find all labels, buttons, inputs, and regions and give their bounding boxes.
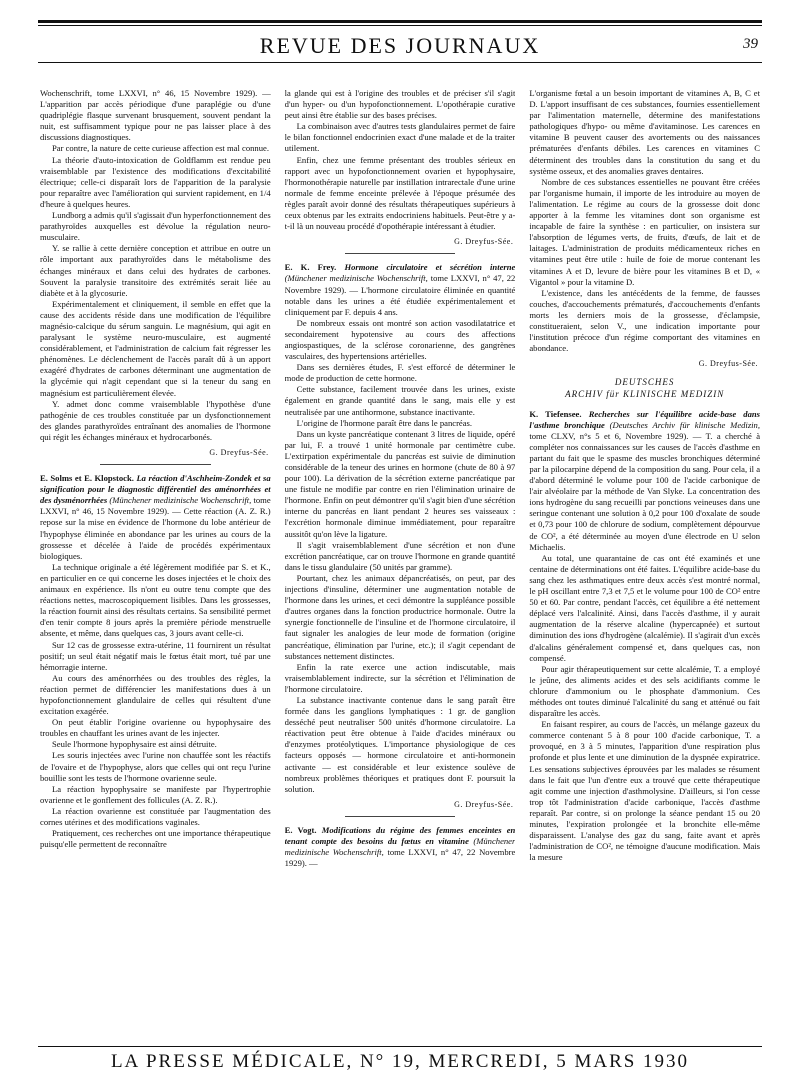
header-rule-thin xyxy=(38,25,762,26)
paragraph: Dans ses dernières études, F. s'est efforcé de déterminer le mode de production de cette hormone. xyxy=(284,362,516,384)
article-authors: E. Solms et E. Klopstock. xyxy=(40,473,134,484)
paragraph: Cette substance, facilement trouvée dans les urines, existe également en grande quantité dans le sang, mais elle y est neutralisée par une antihormone, substance inactivante. xyxy=(284,384,516,417)
article-title: Modifications du régime des femmes enceintes en tenant compte des besoins du fœtus en vitamine xyxy=(284,824,516,846)
paragraph: Les souris injectées avec l'urine non chauffée sont les réactifs de l'ovaire et de l'hypophyse, alors que celles qui ont reçu l'urine bouillie sont les tests de l'hormone ovarienne seule. xyxy=(40,750,271,783)
article-authors: K. Tiefensee. xyxy=(529,408,582,419)
article-reference: tome LXXVI, n° 47, 22 Novembre 1929). — L'hormone circulatoire éliminée en quantité notable dans les urines a été étudiée expérimentalement et cliniquement par F. depuis 4 ans. xyxy=(284,273,516,317)
article-authors: E. Vogt. xyxy=(284,824,317,835)
paragraph: Au cours des aménorrhées ou des troubles des règles, la réaction permet de différencier les manifestations dues à un hypofonctionnement glandulaire de celles qui résultent d'une excitation exagérée. xyxy=(40,672,271,717)
paragraph: Il s'agit vraisemblablement d'une sécrétion et non d'une excrétion pancréatique, car on trouve l'hormone en grande quantité dans le tissu glandulaire (50 unités par gramme). xyxy=(284,539,516,572)
article-columns xyxy=(40,88,760,1038)
column-3 xyxy=(529,88,760,1038)
article-source: (Deutsches Archiv für klinische Medizin, xyxy=(609,419,760,430)
paragraph: De nombreux essais ont montré son action vasodilatatrice et secondairement hypotensive au cours des affections angiospastiques, de la sclérose coronarienne, des gangrènes vasculaires, des hypertensions artérielles. xyxy=(284,317,516,362)
paragraph: La réaction ovarienne est constituée par l'augmentation des cornes utérines et des modifications vaginales. xyxy=(40,805,271,827)
publication-line: LA PRESSE MÉDICALE, N° 19, MERCREDI, 5 MARS 1930 xyxy=(110,1051,690,1072)
article-reference: tome LXXVI, n° 47, 22 Novembre 1929). — xyxy=(284,847,516,869)
paragraph: Sur 12 cas de grossesse extra-utérine, 11 fournirent un résultat positif; un seul était négatif mais le fœtus était mort, tué par une hémorragie interne. xyxy=(40,639,271,672)
paragraph: Pratiquement, ces recherches ont une importance thérapeutique puisqu'elle permettent de reconnaître xyxy=(40,828,271,850)
article-reference: tome LXXVI, n° 46, 15 Novembre 1929). — Cette réaction (A. Z. R.) repose sur la mise en évidence de l'hormone du lobe antérieur de l'hypophyse éliminée en abondance par les urines au cours de la grossesse et décelée à l'aide de procédés expérimentaux biologiques. xyxy=(40,495,271,561)
column-1 xyxy=(40,88,271,1038)
journal-section-title: REVUE DES JOURNAUX xyxy=(259,33,541,58)
article-source: (Münchener medizinische Wochenschrift, xyxy=(284,836,516,858)
paragraph: Pourtant, chez les animaux dépancréatisés, on peut, par des injections d'insuline, déterminer une augmentation notable de l'hormone dans les urines, et ceci démontre la suppléance possible d'autres organes dans la fonction productrice hormonale. Outre la synergie fonctionnelle de l'insuline et de l'hormone circulatoire, il faut signaler les analogies de leur mode de formation (origine pancréatique, élimination par l'urine, etc.); il s'agit cependant de substances nettement distinctes. xyxy=(284,572,516,661)
article-heading xyxy=(529,409,760,553)
author-signature: G. Dreyfus-Sée. xyxy=(454,799,514,809)
paragraph: La théorie d'auto-intoxication de Goldflamm est rendue peu vraisemblable par l'existence des modifications d'excitabilité électrique; celle-ci disparaît lors de l'apparition de la paralysie pour reparaître avec l'amélioration qui survient rapidement, en 1/4 d'heure à quelques heures. xyxy=(40,154,271,209)
article-title: La réaction d'Aschheim-Zondek et sa signification pour le diagnostic différentiel des aménorrhées et des dysménorrhées xyxy=(40,473,271,506)
paragraph: Seule l'hormone hypophysaire est ainsi détruite. xyxy=(52,739,217,750)
article-title: Hormone circulatoire et sécrétion interne xyxy=(344,262,516,273)
article-source: (Münchener medizinische Wochenschrift, xyxy=(284,273,428,284)
journal-section-heading: DEUTSCHES xyxy=(614,377,675,388)
paragraph: L'existence, dans les antécédents de la femme, de fausses couches, d'accouchements prématurés, d'accouchements d'enfants morts les derniers mois de la grossesse, d'éclampsie, constitueraient, selon V., une indication importante pour l'institution précoce d'un régime comportant des vitamines en abondance. xyxy=(529,287,760,354)
paragraph: Lundborg a admis qu'il s'agissait d'un hyperfonctionnement des parathyroïdes auxquelles est dévolue la régulation neuro-musculaire. xyxy=(40,210,271,243)
paragraph: la glande qui est à l'origine des troubles et de préciser s'il s'agit d'un hyper- ou d'un hypofonctionnement. L'opothérapie curative peut ainsi être établie sur des bases précises. xyxy=(284,88,516,121)
paragraph: Expérimentalement et cliniquement, il semble en effet que la cause des accidents réside dans une modification de l'équilibre magnésio-calcique du sérum sanguin. Le magnésium, qui agit en paralysant le système neuro-musculaire, est augmenté considérablement, et l'administration de calcium fait régresser les phénomènes. Le déclenchement de l'accès paraît dû à un apport exagéré d'hydrates de carbones déterminant une augmentation de la glycémie qui n'agit cependant que si la teneur du sang en magnésium est particulièrement élevée. xyxy=(40,298,271,398)
page-footer xyxy=(38,1046,762,1072)
article-reference: tome CLXV, n°s 5 et 6, Novembre 1929). — T. a cherché à compléter nos connaissances sur les causes de l'accès d'asthme en partant du fait que le spasme des muscles bronchiques déterminé par la pilocarpine dépend de la composition du sang. Pour cela, il a d'abord déterminé le volume pour 100 de l'acide carbonique de l'air alvéolaire par la méthode de Van Slyke. La concentration des ions hydrogène du sang recueilli par ponctions veineuses dans une seringue contenant une solution à 0,2 pour 100 d'oxalate de soude et 0,73 pour 100 de chlorure de sodium, complètement dépourvue de CO², a été déterminée au moyen d'une électrode en U selon Michaelis. xyxy=(529,430,760,552)
paragraph: L'organisme fœtal a un besoin important de vitamines A, B, C et D. L'apport insuffisant de ces substances, fournies essentiellement par l'alimentation maternelle, détermine des manifestations pathologiques d'hypo- ou même d'avitaminose. Les carences en vitamine B peuvent causer des avortements ou des naissances prématurées d'enfants débiles. Les carences en vitamines C déterminent des troubles dans la constitution du sang et du système osseux, et des anomalies graves dentaires. xyxy=(529,88,760,176)
article-separator xyxy=(345,253,456,254)
header-rule-thick xyxy=(38,20,762,23)
paragraph: La technique originale a été légèrement modifiée par S. et K., en particulier en ce qui concerne les doses injectées et le choix des animaux en expérience. Ils n'ont eu outre tenu compte que des réactions nettes, macroscopiquement lisibles. Dans les grossesses, la réaction fournit ainsi des résultats certains. Sa sensibilité permet d'en tenir compte 8 jours après la première période menstruelle absente, et même, dans quelques cas, 3 jours avant celle-ci. xyxy=(40,561,271,639)
paragraph: Wochenschrift, tome LXXVI, n° 46, 15 Novembre 1929). — L'apparition par accès périodique d'une paraplégie ou d'une quadriplégie flasque survenant brusquement, souvent pendant la nuit, est suffisamment typique pour ne pas laisser place à des discussions diagnostiques. xyxy=(40,88,271,143)
paragraph: En faisant respirer, au cours de l'accès, un mélange gazeux du commerce contenant 5 à 8 pour 100 d'acide carbonique, T. a provoqué, en 3 à 5 minutes, l'apparition d'une respiration plus profonde et plus lente et une diminution de la dyspnée expiratrice. Les sensations subjectives éprouvées par les malades se résument dans le fait que l'un d'entre eux a trouvé que cette thérapeutique agit comme une injection d'asthmolysine. D'ailleurs, si l'on cesse trop tôt l'administration d'acide carbonique, l'accès d'asthme reparaît. Par contre, si on prolonge la séance pendant 15 ou 20 minutes, l'expiration prolongée et la bronchite elle-même disparaissent. L'analyse des gaz du sang, faite avant et après l'administration de CO², ne témoigne d'aucune modification. Mais la mesure xyxy=(529,719,760,863)
paragraph: Pour agir thérapeutiquement sur cette alcalémie, T. a employé le jeûne, des aliments acides et des sels acidifiants comme le chlorure d'ammonium ou le phosphate d'ammonium. Ces méthodes ont toutes diminué l'alcalinité du sang et atténué ou fait disparaître les accès. xyxy=(529,663,760,719)
paragraph: On peut établir l'origine ovarienne ou hypophysaire des troubles en chauffant les urines avant de les injecter. xyxy=(40,717,271,739)
article-heading xyxy=(40,473,271,562)
article-heading xyxy=(285,262,516,317)
paragraph: Enfin, chez une femme présentant des troubles sérieux en rapport avec un hypofonctionnement ovarien et hypophysaire, l'hormonothérapie naturelle par instillation intrarectale d'une urine normale de femme enceinte prélevée à l'époque présumée des règles paraît avoir donné des résultats thérapeutiques supérieurs à ceux obtenus par les extraits endocriniens habituels. Peut-être y a-t-il là un nouveau procédé d'opothérapie intéressant à étudier. xyxy=(284,154,516,232)
paragraph: Enfin la rate exerce une action indiscutable, mais vraisemblablement indirecte, sur la sécrétion et l'élimination de l'hormone circulatoire. xyxy=(284,661,516,694)
paragraph: Dans un kyste pancréatique contenant 3 litres de liquide, opéré par lui, F. a trouvé 1 unité hormonale par centimètre cube. L'extirpation expérimentale du pancréas est suivie de diminution considérable de la teneur des urines en hormone (chute de 80 à 97 pour 100). La dérivation de la sécrétion externe pancréatique par une fistule ne modifie par contre en rien l'élimination urinaire de l'hormone. Enfin on peut démontrer qu'il s'agit bien d'une sécrétion interne du pancréas en liant pendant 2 heures ses vaisseaux : l'excrétion hormonale diminue immédiatement, pour reparaître aussitôt qu'on lève la ligature. xyxy=(284,428,516,539)
paragraph: La combinaison avec d'autres tests glandulaires permet de faire le bilan fonctionnel endocrinien exact d'une malade et de la traiter utilement. xyxy=(284,121,516,154)
author-signature: G. Dreyfus-Sée. xyxy=(209,448,269,457)
article-heading xyxy=(285,825,516,869)
article-separator xyxy=(345,816,456,817)
article-authors: E. K. Frey. xyxy=(284,262,337,273)
paragraph: Y. se rallie à cette dernière conception et attribue en outre un rôle important aux parathyroïdes dans le métabolisme des échanges minéraux et dans celui des hydrates de carbones. Souvent la paralysie transitoire des extrémités serait liée au diabète et à la glycosurie. xyxy=(40,243,271,298)
author-signature: G. Dreyfus-Sée. xyxy=(698,359,759,369)
article-title: Recherches sur l'équilibre acide-base dans l'asthme bronchique xyxy=(529,408,760,430)
paragraph: Par contre, la nature de cette curieuse affection est mal connue. xyxy=(52,143,269,154)
column-2 xyxy=(285,88,516,1038)
paragraph: L'origine de l'hormone paraît être dans le pancréas. xyxy=(296,417,473,428)
paragraph: Nombre de ces substances essentielles ne pouvant être créées par l'organisme humain, il importe de les introduire au moyen de l'alimentation. Le régime au cours de la grossesse doit donc apporter à la femme les vitamines dont son organisme est incapable de faire la synthèse : en particulier, on insistera sur l'absorption de légumes verts, de fruits, d'œufs, de lait et de laitages. L'administration de produits médicamenteux riches en vitamines peut être utile : huile de foie de morue contenant les vitamines A et D, levure de bière pour les vitamines B et D, « Vigantol » pour la vitamine D. xyxy=(529,176,760,287)
article-separator xyxy=(100,464,211,465)
paragraph: La réaction hypophysaire se manifeste par l'hypertrophie ovarienne et le gonflement des follicules (A. Z. R.). xyxy=(40,783,271,805)
author-signature: G. Dreyfus-Sée. xyxy=(454,237,514,247)
paragraph: Y. admet donc comme vraisemblable l'hypothèse d'une pathogénie de ces troubles constituée par un dysfonctionnement des glandes parathyroïdes entraînant des anomalies de l'hormone qui régit les échanges minéraux et hydrocarbonés. xyxy=(40,398,271,442)
paragraph: La substance inactivante contenue dans le sang paraît être formée dans les ganglions lymphatiques : 1 gr. de ganglion desséché peut neutraliser 500 unités d'hormone circulatoire. La réactivation peut être obtenue à l'aide d'acides minéraux ou d'enzymes protéolytiques. L'importance physiologique de ces facteurs opposés — hormone circulatoire et anti-hormonein activante — est considérable et leur existence soulève de nombreux problèmes théoriques et pratiques dont F. poursuit la solution. xyxy=(284,694,516,794)
page-header xyxy=(38,20,762,66)
page-number: 39 xyxy=(743,36,758,52)
journal-section-subheading: ARCHIV für KLINISCHE MEDIZIN xyxy=(565,389,725,400)
article-source: (Münchener medizinische Wochenschrift, xyxy=(109,495,252,506)
header-rule-bottom xyxy=(38,62,762,63)
paragraph: Au total, une quarantaine de cas ont été examinés et une centaine de déterminations ont été faites. L'équilibre acide-base du sang chez les asthmatiques entre deux accès s'est montré normal, le pH oscillant entre 7,3 et 7,5 et le volume pour 100 de CO² entre 50 et 60. Par contre, pendant l'accès, cet équilibre a été nettement déplacé vers l'alcalinité. Ainsi, dans l'accès d'asthme, il y aurait augmentation de la réserve alcaline (hypercapnée) et surtout diminution des ions d'hydrogène (alcalémie). Il s'agirait d'un excès d'alcalins généralement compensé et, dans quelques cas, non compensé. xyxy=(529,552,760,663)
